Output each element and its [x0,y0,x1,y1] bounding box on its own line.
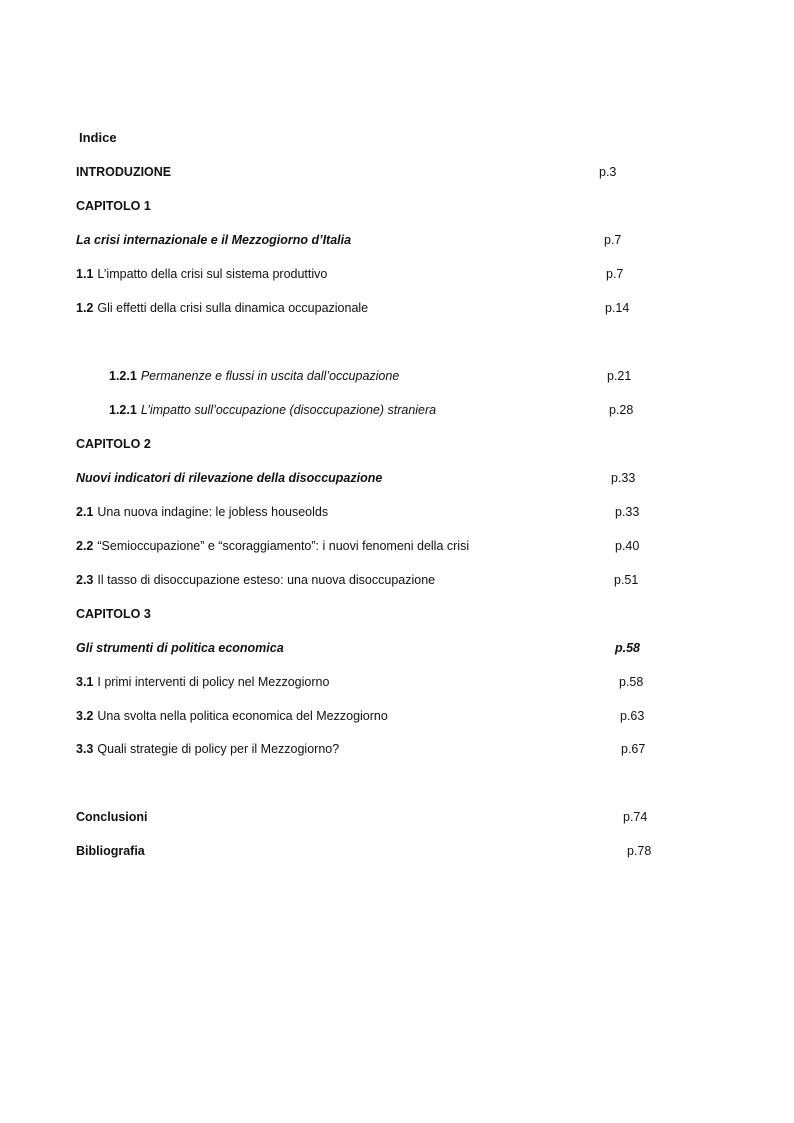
toc-section [76,299,368,317]
toc-section-number: 3.2 [76,709,94,723]
toc-chapter-heading [76,435,151,453]
toc-entry-label: CAPITOLO 2 [76,437,151,451]
toc-section-number: 2.2 [76,539,94,553]
toc-chapter-heading [76,605,151,623]
toc-entry-conclusioni [76,808,148,826]
toc-chapter-title [76,469,382,487]
toc-page-ref: p.40 [615,539,640,553]
toc-page-ref: p.7 [606,267,624,281]
toc-chapter-title [76,231,351,249]
toc-entry-label: La crisi internazionale e il Mezzogiorno d’Italia [76,233,352,247]
toc-entry-label: Permanenze e flussi in uscita dall’occupazione [140,369,400,383]
toc-entry-label: INTRODUZIONE [76,165,172,179]
toc-section-number: 2.1 [76,505,94,519]
toc-page-ref: p.51 [614,573,639,587]
toc-page-ref: p.63 [620,709,645,723]
toc-section-number: 2.3 [76,573,94,587]
toc-entry-label: I primi interventi di policy nel Mezzogiorno [97,675,330,689]
toc-section-number: 1.2.1 [109,403,137,417]
toc-entry-label: Gli effetti della crisi sulla dinamica occupazionale [97,301,369,315]
toc-entry-introduzione [76,163,171,181]
toc-page-ref: p.28 [609,403,634,417]
toc-page-ref: p.33 [611,471,636,485]
toc-section-number: 3.3 [76,742,94,756]
toc-page-ref: p.14 [605,301,630,315]
toc-page-ref: p.74 [623,810,648,824]
toc-entry-label: CAPITOLO 3 [76,607,151,621]
toc-entry-label: Una nuova indagine: le jobless houseolds [97,505,329,519]
toc-section [76,503,328,521]
toc-entry-label: “Semioccupazione” e “scoraggiamento”: i nuovi fenomeni della crisi [97,539,470,553]
toc-chapter-title [76,639,284,657]
toc-subsection [109,367,399,385]
toc-page-ref: p.33 [615,505,640,519]
toc-section [76,707,388,725]
toc-entry-label: Il tasso di disoccupazione esteso: una nuova disoccupazione [97,573,436,587]
toc-section [76,265,327,283]
toc-entry-label: Una svolta nella politica economica del Mezzogiorno [97,709,388,723]
toc-entry-bibliografia [76,842,145,860]
toc-page-ref: p.58 [619,675,644,689]
toc-section-number: 3.1 [76,675,94,689]
toc-section-number: 1.2 [76,301,94,315]
toc-chapter-heading [76,197,151,215]
toc-section [76,740,339,758]
toc-page-ref: p.67 [621,742,646,756]
toc-entry-label: L’impatto sull’occupazione (disoccupazione) straniera [140,403,437,417]
toc-subsection [109,401,436,419]
index-heading: Indice [79,130,117,145]
toc-entry-label: Gli strumenti di politica economica [76,641,284,655]
toc-section-number: 1.2.1 [109,369,137,383]
toc-section [76,673,329,691]
toc-page-ref: p.58 [615,641,641,655]
toc-entry-label: Bibliografia [76,844,145,858]
toc-section [76,537,469,555]
toc-entry-label: Nuovi indicatori di rilevazione della disoccupazione [76,471,383,485]
toc-page-ref: p.21 [607,369,632,383]
toc-page-ref: p.3 [599,165,617,179]
toc-section-number: 1.1 [76,267,94,281]
toc-section [76,571,435,589]
toc-entry-label: Quali strategie di policy per il Mezzogiorno? [97,742,340,756]
toc-entry-label: CAPITOLO 1 [76,199,151,213]
toc-page-ref: p.78 [627,844,652,858]
toc-entry-label: L’impatto della crisi sul sistema produttivo [97,267,328,281]
toc-entry-label: Conclusioni [76,810,148,824]
toc-page-ref: p.7 [604,233,622,247]
